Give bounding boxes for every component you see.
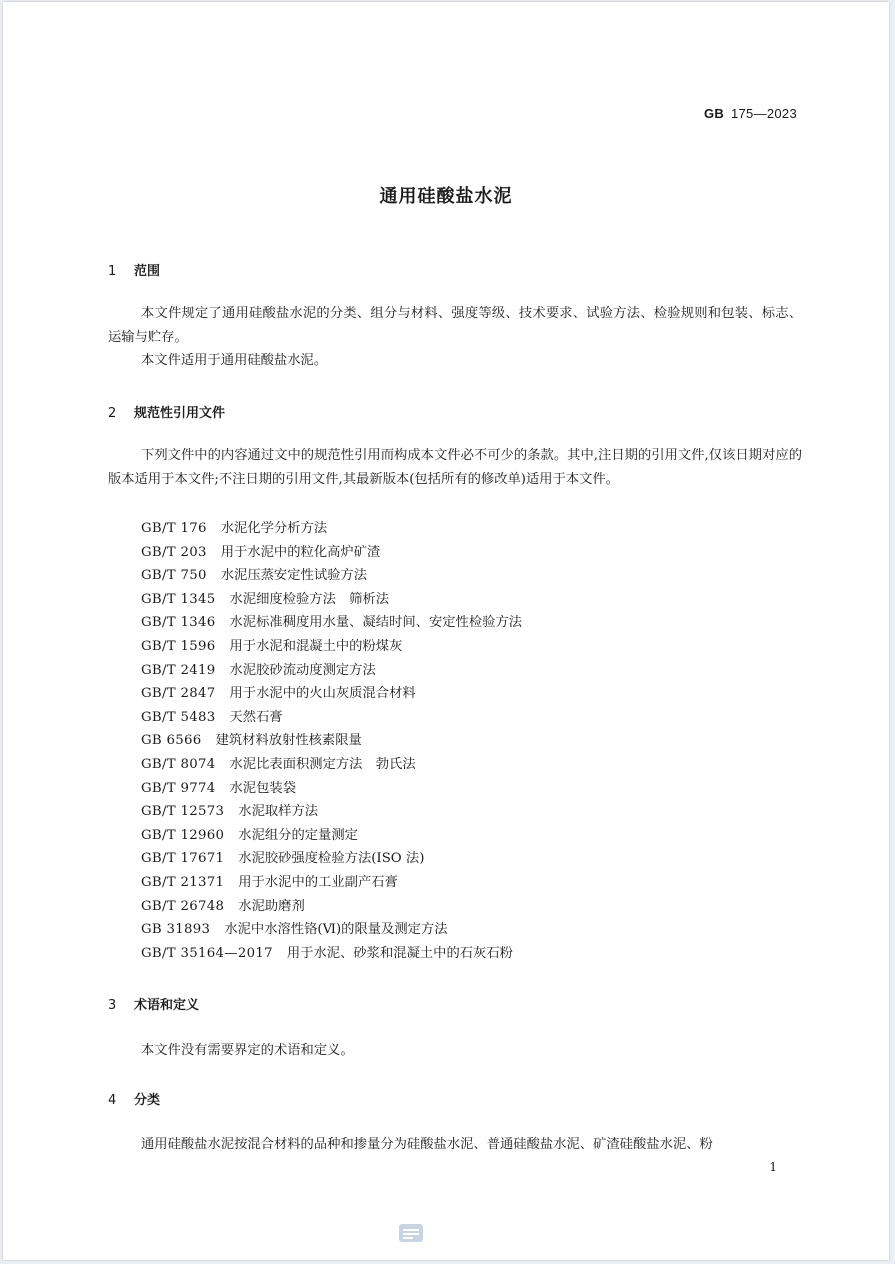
- document-title: 通用硅酸盐水泥: [379, 186, 513, 207]
- list-item: GB/T 2847 用于水泥中的火山灰质混合材料: [141, 686, 416, 702]
- section-heading-2: 2 规范性引用文件: [108, 406, 226, 421]
- list-item: GB 31893 水泥中水溶性铬(Ⅵ)的限量及测定方法: [141, 922, 448, 938]
- list-item: GB/T 5483 天然石膏: [141, 709, 283, 725]
- publisher-logo-icon: [398, 1220, 424, 1246]
- list-item: GB/T 12960 水泥组分的定量测定: [141, 827, 358, 843]
- section-3-paragraph-1: 本文件没有需要界定的术语和定义。: [141, 1043, 354, 1058]
- page-number: 1: [769, 1160, 777, 1174]
- section-heading-3: 3 术语和定义: [108, 998, 200, 1013]
- list-item: GB/T 12573 水泥取样方法: [141, 804, 319, 820]
- list-item: GB/T 1596 用于水泥和混凝土中的粉煤灰: [141, 638, 403, 654]
- section-1-paragraph-2: 本文件适用于通用硅酸盐水泥。: [141, 353, 328, 368]
- list-item: GB/T 176 水泥化学分析方法: [141, 521, 328, 536]
- list-item: GB/T 8074 水泥比表面积测定方法 勃氏法: [141, 756, 416, 772]
- section-heading-4: 4 分类: [108, 1093, 161, 1108]
- list-item: GB/T 2419 水泥胶砂流动度测定方法: [141, 662, 376, 678]
- section-heading-1: 1 范围: [108, 264, 161, 279]
- section-4-paragraph-1: 通用硅酸盐水泥按混合材料的品种和掺量分为硅酸盐水泥、普通硅酸盐水泥、矿渣硅酸盐水泥、粉: [141, 1137, 713, 1152]
- list-item: GB/T 203 用于水泥中的粒化高炉矿渣: [141, 544, 381, 560]
- document-page: [3, 2, 889, 1260]
- section-1-paragraph-1: 本文件规定了通用硅酸盐水泥的分类、组分与材料、强度等级、技术要求、试验方法、检验规则和包装、标志、运输与贮存。: [108, 306, 802, 345]
- list-item: GB/T 1345 水泥细度检验方法 筛析法: [141, 591, 390, 607]
- list-item: GB/T 26748 水泥助磨剂: [141, 898, 305, 914]
- list-item: GB/T 35164—2017 用于水泥、砂浆和混凝土中的石灰石粉: [141, 945, 513, 961]
- list-item: GB/T 21371 用于水泥中的工业副产石膏: [141, 874, 398, 890]
- list-item: GB/T 1346 水泥标准稠度用水量、凝结时间、安定性检验方法: [141, 615, 523, 631]
- list-item: GB/T 9774 水泥包装袋: [141, 780, 296, 796]
- list-item: GB/T 750 水泥压蒸安定性试验方法: [141, 568, 368, 584]
- section-2-intro: 下列文件中的内容通过文中的规范性引用而构成本文件必不可少的条款。其中,注日期的引用文件,仅该日期对应的版本适用于本文件;不注日期的引用文件,其最新版本(包括所有的修改单)适用于本文件。: [108, 448, 802, 487]
- list-item: GB 6566 建筑材料放射性核素限量: [141, 733, 362, 749]
- list-item: GB/T 17671 水泥胶砂强度检验方法(ISO 法): [141, 851, 425, 867]
- reference-list: [141, 517, 522, 965]
- standard-number: GB 175—2023: [703, 106, 797, 121]
